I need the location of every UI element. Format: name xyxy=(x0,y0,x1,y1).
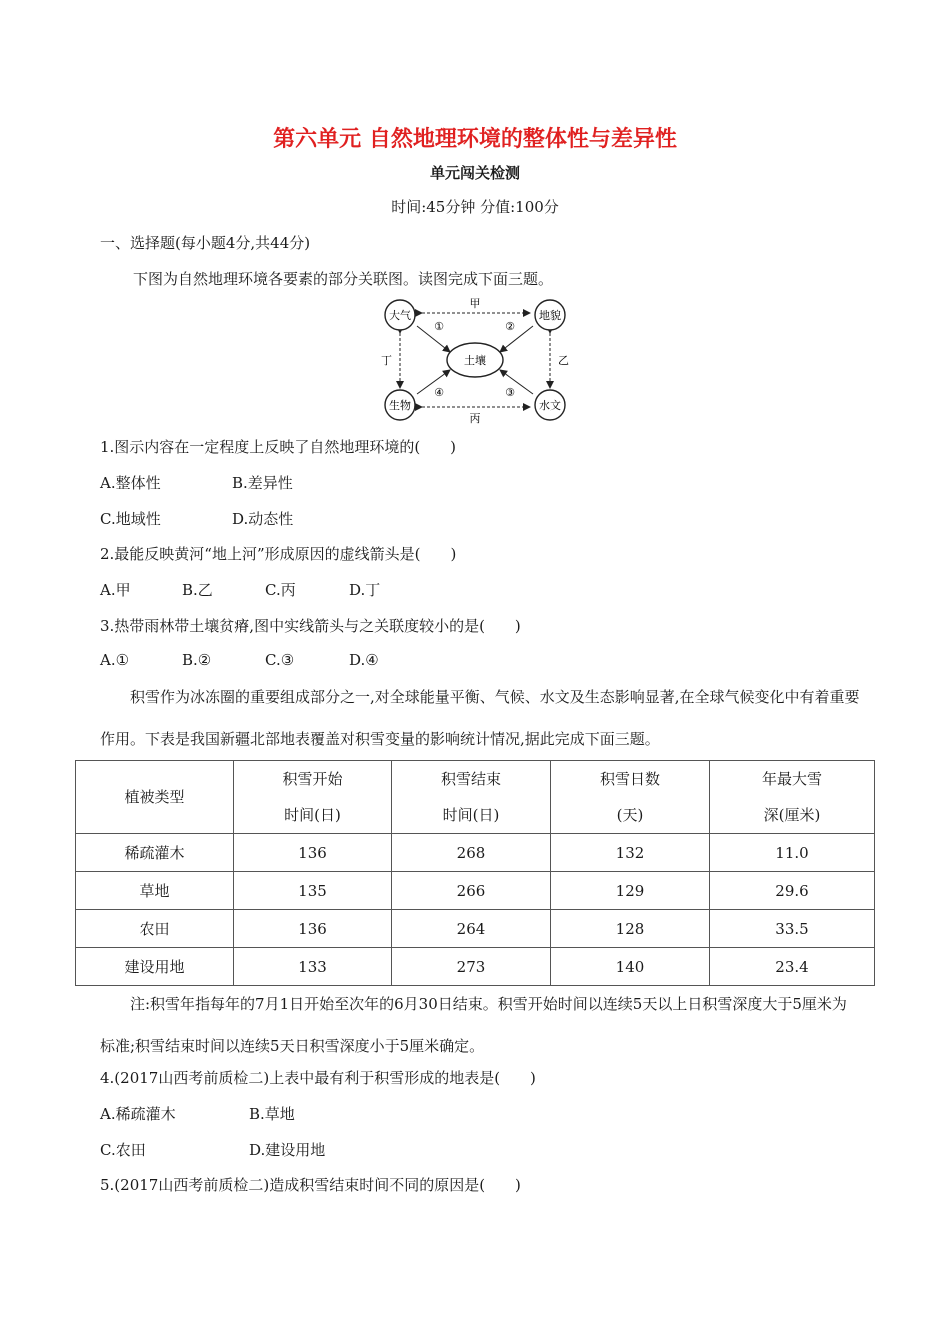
question-3-option-d: D.④ xyxy=(349,651,379,669)
dashed-label-top: 甲 xyxy=(469,297,481,310)
question-5-stem: 5.(2017山西考前质检二)造成积雪结束时间不同的原因是( ) xyxy=(100,1176,521,1194)
header-snow-end-line1: 积雪结束 xyxy=(440,770,501,788)
solid-label-1: ① xyxy=(434,320,444,333)
question-2-option-a: A.甲 xyxy=(100,581,131,599)
cell-depth: 33.5 xyxy=(710,910,875,948)
cell-start: 136 xyxy=(234,910,392,948)
header-snow-start-line1: 积雪开始 xyxy=(282,770,343,788)
table-note: 注:积雪年指每年的7月1日开始至次年的6月30日结束。积雪开始时间以连续5天以上日积雪深度大于5厘米为标准;积雪结束时间以连续5天日积雪深度小于5厘米确定。 xyxy=(100,995,847,1055)
header-snow-days xyxy=(551,761,710,834)
node-hydrology-label: 水文 xyxy=(539,399,561,412)
dashed-label-left: 丁 xyxy=(381,354,392,367)
question-4-option-d: D.建设用地 xyxy=(249,1141,326,1159)
cell-type: 草地 xyxy=(76,872,234,910)
cell-end: 268 xyxy=(392,834,551,872)
cell-end: 266 xyxy=(392,872,551,910)
question-4-option-a: A.稀疏灌木 xyxy=(100,1105,176,1123)
header-max-depth-line1: 年最大雪 xyxy=(761,770,822,788)
node-soil-label: 土壤 xyxy=(464,354,486,367)
question-2-option-b: B.乙 xyxy=(182,581,213,599)
cell-type: 稀疏灌木 xyxy=(76,834,234,872)
cell-days: 140 xyxy=(551,948,710,986)
node-landform-label: 地貌 xyxy=(539,309,561,322)
cell-days: 132 xyxy=(551,834,710,872)
snow-cover-table xyxy=(75,760,875,986)
cell-end: 264 xyxy=(392,910,551,948)
question-4-option-c: C.农田 xyxy=(100,1141,146,1159)
question-1-option-b: B.差异性 xyxy=(232,474,293,492)
cell-start: 133 xyxy=(234,948,392,986)
header-snow-days-line1: 积雪日数 xyxy=(599,770,660,788)
question-3-option-c: C.③ xyxy=(265,651,295,669)
table-row xyxy=(76,872,875,910)
cell-depth: 23.4 xyxy=(710,948,875,986)
page-subtitle: 单元闯关检测 xyxy=(429,164,520,182)
table-row xyxy=(76,910,875,948)
cell-type: 建设用地 xyxy=(76,948,234,986)
geography-relation-diagram xyxy=(370,290,580,425)
question-3-option-a: A.① xyxy=(100,651,130,669)
cell-days: 129 xyxy=(551,872,710,910)
question-2-stem: 2.最能反映黄河“地上河”形成原因的虚线箭头是( ) xyxy=(100,545,457,563)
question-2-option-c: C.丙 xyxy=(265,581,296,599)
cell-end: 273 xyxy=(392,948,551,986)
question-1-stem: 1.图示内容在一定程度上反映了自然地理环境的( ) xyxy=(100,438,457,456)
header-snow-end-line2: 时间(日) xyxy=(442,806,500,824)
diagram-intro: 下图为自然地理环境各要素的部分关联图。读图完成下面三题。 xyxy=(133,270,554,288)
question-1-option-a: A.整体性 xyxy=(100,474,161,492)
section-heading: 一、选择题(每小题4分,共44分) xyxy=(100,234,311,252)
question-1-option-d: D.动态性 xyxy=(232,510,294,528)
solid-label-3: ③ xyxy=(505,386,515,399)
header-max-depth-line2: 深(厘米) xyxy=(763,806,821,824)
cell-type: 农田 xyxy=(76,910,234,948)
header-snow-start xyxy=(234,761,392,834)
cell-depth: 29.6 xyxy=(710,872,875,910)
node-atmosphere-label: 大气 xyxy=(389,309,411,322)
question-3-stem: 3.热带雨林带土壤贫瘠,图中实线箭头与之关联度较小的是( ) xyxy=(100,617,521,635)
header-vegetation-type: 植被类型 xyxy=(76,761,234,834)
dashed-label-bottom: 丙 xyxy=(469,412,481,425)
question-4-stem: 4.(2017山西考前质检二)上表中最有利于积雪形成的地表是( ) xyxy=(100,1069,536,1087)
page-title: 第六单元 自然地理环境的整体性与差异性 xyxy=(273,127,677,152)
header-snow-end xyxy=(392,761,551,834)
cell-start: 135 xyxy=(234,872,392,910)
time-score-info: 时间:45分钟 分值:100分 xyxy=(391,198,559,216)
question-3-option-b: B.② xyxy=(182,651,212,669)
question-4-option-b: B.草地 xyxy=(249,1105,295,1123)
header-max-depth xyxy=(710,761,875,834)
solid-label-4: ④ xyxy=(434,386,444,399)
question-2-option-d: D.丁 xyxy=(349,581,381,599)
snow-passage: 积雪作为冰冻圈的重要组成部分之一,对全球能量平衡、气候、水文及生态影响显著,在全球气候变化中有着重要作用。下表是我国新疆北部地表覆盖对积雪变量的影响统计情况,据此完成下面三题。 xyxy=(100,688,860,748)
header-snow-days-line2: (天) xyxy=(616,806,644,824)
cell-days: 128 xyxy=(551,910,710,948)
header-snow-start-line2: 时间(日) xyxy=(284,806,341,824)
table-row xyxy=(76,948,875,986)
dashed-label-right: 乙 xyxy=(558,354,569,367)
cell-depth: 11.0 xyxy=(710,834,875,872)
table-row xyxy=(76,834,875,872)
question-1-option-c: C.地域性 xyxy=(100,510,161,528)
node-biology-label: 生物 xyxy=(389,399,411,412)
cell-start: 136 xyxy=(234,834,392,872)
solid-label-2: ② xyxy=(505,320,515,333)
table-header-row xyxy=(76,761,875,834)
